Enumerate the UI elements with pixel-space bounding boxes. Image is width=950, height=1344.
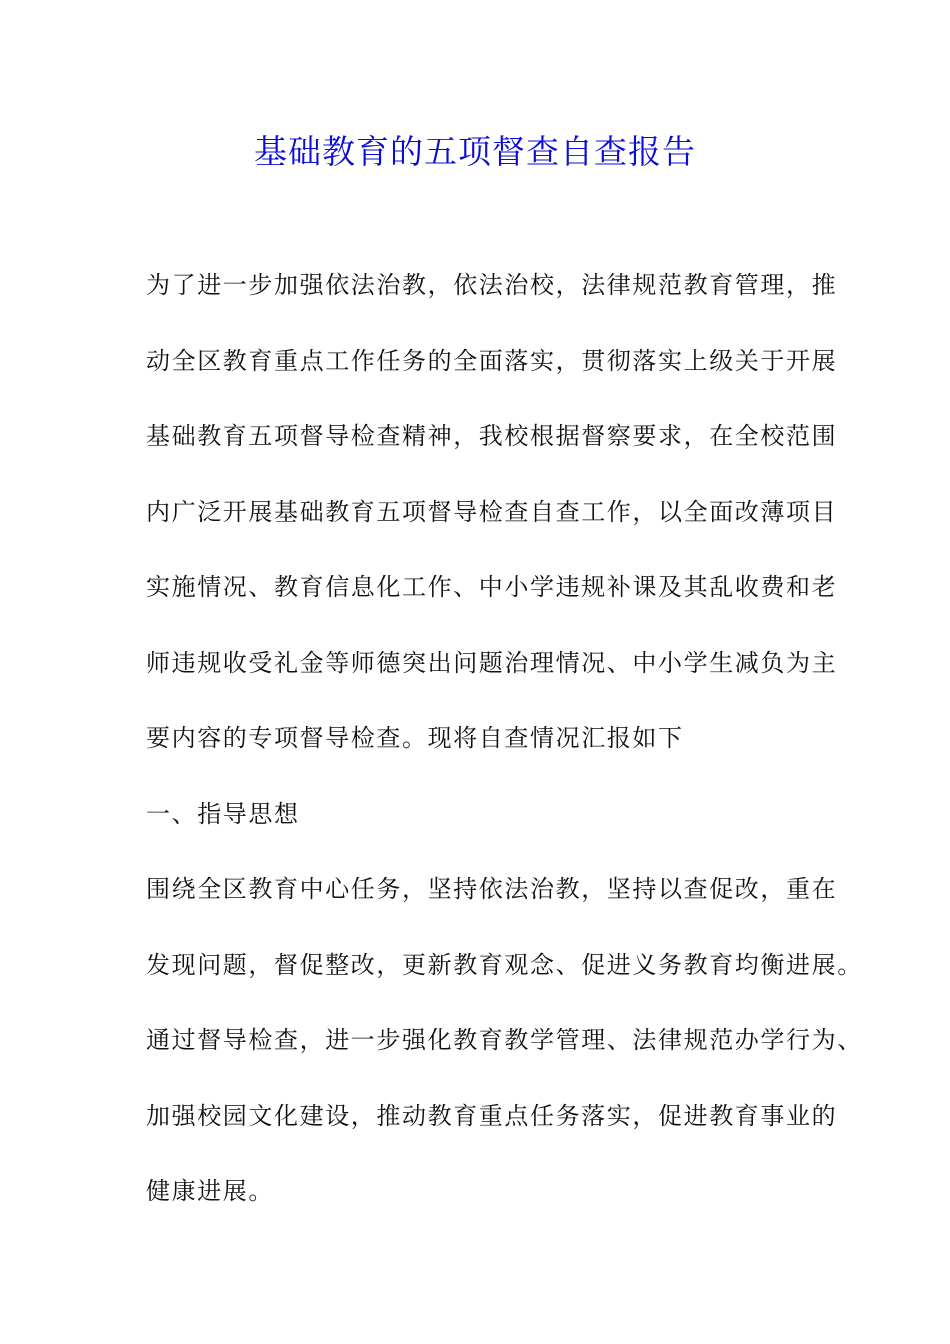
- body-line: 动全区教育重点工作任务的全面落实，贯彻落实上级关于开展: [146, 346, 838, 375]
- body-line: 围绕全区教育中心任务，坚持依法治教，坚持以查促改，重在: [146, 875, 838, 903]
- section-heading: 一、指导思想: [146, 799, 300, 828]
- body-line: 内广泛开展基础教育五项督导检查自查工作，以全面改薄项目: [146, 497, 838, 526]
- body-line: 通过督导检查，进一步强化教育教学管理、法律规范办学行为、: [146, 1026, 863, 1054]
- body-line: 发现问题，督促整改，更新教育观念、促进义务教育均衡进展。: [146, 950, 863, 979]
- body-line: 加强校园文化建设，推动教育重点任务落实，促进教育事业的: [146, 1101, 838, 1130]
- document-title: 基础教育的五项督查自查报告: [254, 132, 696, 171]
- body-line: 实施情况、教育信息化工作、中小学违规补课及其乱收费和老: [146, 573, 838, 601]
- document-body: [146, 261, 863, 1243]
- body-line: 要内容的专项督导检查。现将自查情况汇报如下: [146, 724, 684, 752]
- body-line: 健康进展。: [146, 1177, 274, 1205]
- body-line: 为了进一步加强依法治教，依法治校，法律规范教育管理，推: [146, 271, 838, 299]
- body-line: 师违规收受礼金等师德突出问题治理情况、中小学生减负为主: [146, 648, 838, 677]
- body-line: 基础教育五项督导检查精神，我校根据督察要求，在全校范围: [146, 422, 838, 450]
